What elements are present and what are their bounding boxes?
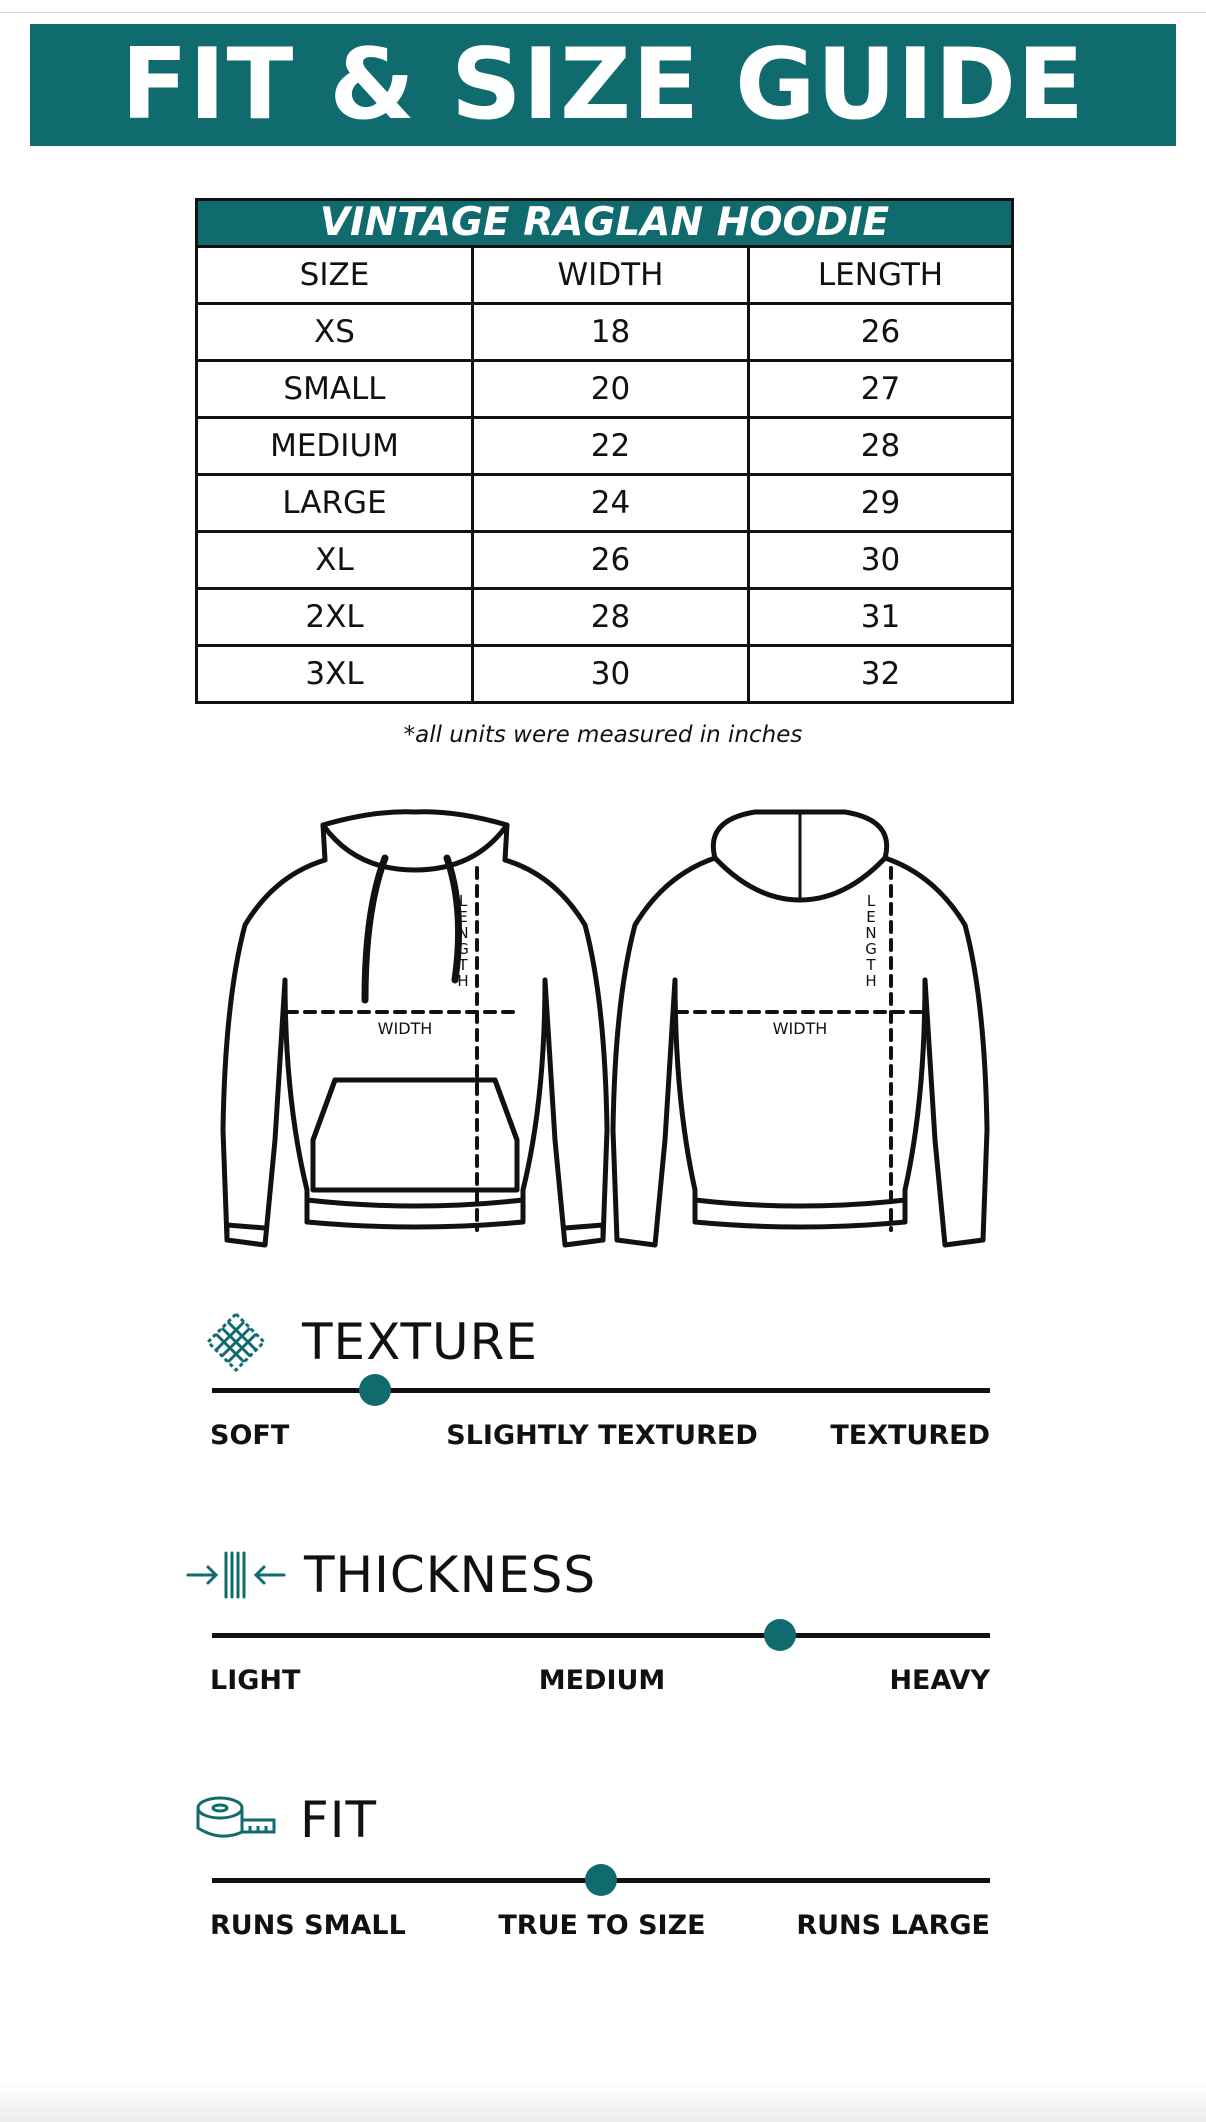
width-cell: 30 [473, 646, 749, 703]
size-chart-table [195, 198, 1014, 704]
svg-text:L: L [866, 892, 876, 910]
size-cell: XL [197, 532, 473, 589]
table-row [197, 418, 1013, 475]
table-row [197, 304, 1013, 361]
svg-text:N: N [865, 924, 877, 942]
length-cell: 31 [749, 589, 1013, 646]
fit-label-high: RUNS LARGE [796, 1910, 990, 1941]
column-header-width: WIDTH [473, 247, 749, 304]
svg-text:G: G [457, 940, 469, 958]
thickness-track [212, 1633, 990, 1638]
texture-track [212, 1388, 990, 1393]
thickness-scale [180, 1545, 1020, 1715]
thickness-title: THICKNESS [304, 1546, 597, 1604]
table-title-row [197, 200, 1013, 247]
column-header-length: LENGTH [749, 247, 1013, 304]
svg-text:E: E [866, 908, 876, 926]
compress-arrows-icon [186, 1545, 286, 1605]
product-name: VINTAGE RAGLAN HOODIE [197, 200, 1013, 247]
thickness-indicator [764, 1619, 796, 1651]
bottom-edge [0, 2082, 1206, 2122]
back-length-label [865, 892, 877, 990]
hoodie-measurement-diagram [215, 800, 995, 1270]
fit-title: FIT [300, 1791, 378, 1849]
table-row [197, 361, 1013, 418]
length-cell: 29 [749, 475, 1013, 532]
length-cell: 26 [749, 304, 1013, 361]
width-cell: 22 [473, 418, 749, 475]
size-cell: MEDIUM [197, 418, 473, 475]
length-cell: 27 [749, 361, 1013, 418]
texture-indicator [359, 1374, 391, 1406]
thickness-label-low: LIGHT [210, 1665, 301, 1696]
size-cell: XS [197, 304, 473, 361]
svg-text:E: E [458, 908, 468, 926]
svg-text:H: H [457, 972, 469, 990]
size-cell: 2XL [197, 589, 473, 646]
header-banner [30, 24, 1176, 146]
size-cell: 3XL [197, 646, 473, 703]
table-row [197, 532, 1013, 589]
svg-text:T: T [866, 956, 876, 974]
top-divider [0, 12, 1206, 13]
page-title: FIT & SIZE GUIDE [121, 28, 1085, 142]
svg-text:T: T [458, 956, 468, 974]
length-cell: 28 [749, 418, 1013, 475]
woven-fabric-icon [204, 1310, 268, 1374]
table-row [197, 646, 1013, 703]
front-length-label [457, 892, 469, 990]
size-cell: SMALL [197, 361, 473, 418]
width-cell: 18 [473, 304, 749, 361]
width-cell: 26 [473, 532, 749, 589]
width-cell: 28 [473, 589, 749, 646]
fit-label-low: RUNS SMALL [210, 1910, 406, 1941]
length-cell: 30 [749, 532, 1013, 589]
texture-title: TEXTURE [302, 1313, 538, 1371]
table-row [197, 475, 1013, 532]
svg-text:N: N [457, 924, 469, 942]
svg-text:L: L [458, 892, 468, 910]
width-cell: 20 [473, 361, 749, 418]
texture-label-mid: SLIGHTLY TEXTURED [446, 1420, 758, 1451]
measuring-tape-icon [196, 1790, 276, 1850]
table-row [197, 589, 1013, 646]
table-header-row [197, 247, 1013, 304]
column-header-size: SIZE [197, 247, 473, 304]
back-width-label: WIDTH [772, 1019, 828, 1038]
width-cell: 24 [473, 475, 749, 532]
thickness-label-mid: MEDIUM [538, 1665, 666, 1696]
fit-scale [180, 1790, 1020, 1960]
svg-text:G: G [865, 940, 877, 958]
size-cell: LARGE [197, 475, 473, 532]
fit-indicator [585, 1864, 617, 1896]
thickness-label-high: HEAVY [889, 1665, 990, 1696]
fit-label-mid: TRUE TO SIZE [498, 1910, 706, 1941]
svg-text:H: H [865, 972, 877, 990]
measurement-note: *all units were measured in inches [403, 722, 803, 748]
front-width-label: WIDTH [377, 1019, 433, 1038]
texture-label-high: TEXTURED [830, 1420, 990, 1451]
texture-label-low: SOFT [210, 1420, 290, 1451]
texture-scale [180, 1300, 1020, 1470]
length-cell: 32 [749, 646, 1013, 703]
